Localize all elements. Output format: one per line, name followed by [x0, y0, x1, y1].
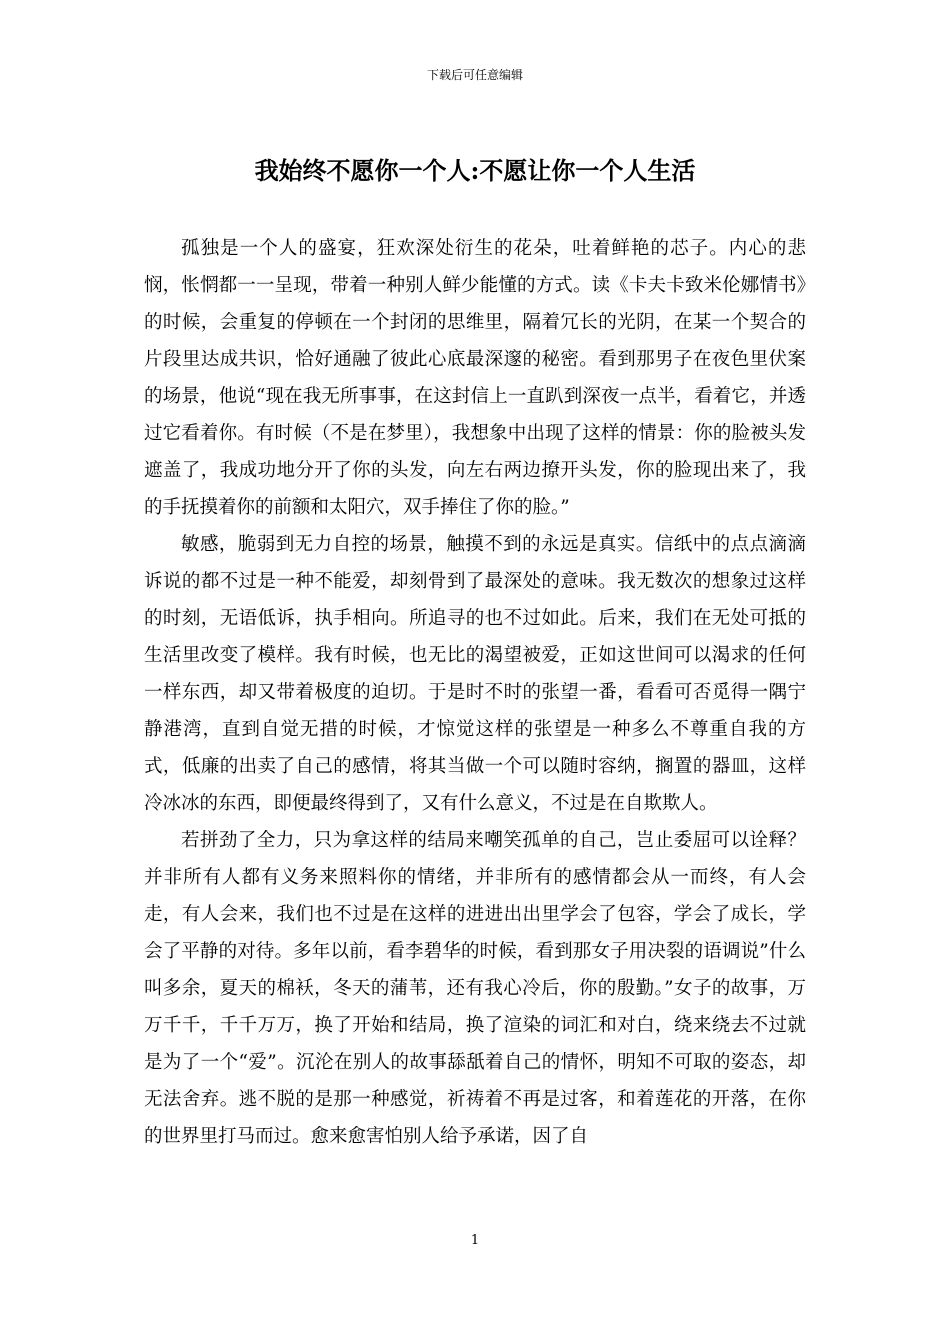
page-number: 1 [470, 1233, 480, 1248]
document-body [144, 230, 806, 1155]
paragraph-2: 敏感，脆弱到无力自控的场景，触摸不到的永远是真实。信纸中的点点滴滴诉说的都不过是一种不能爱，却刻骨到了最深处的意味。我无数次的想象过这样的时刻，无语低诉，执手相向。所追寻的也不过如此。后来，我们在无处可抵的生活里改变了模样。我有时候，也无比的渴望被爱，正如这世间可以渴求的任何一样东西，却又带着极度的迫切。于是时不时的张望一番，看看可否觅得一隅宁静港湾，直到自觉无措的时候，才惊觉这样的张望是一种多么不尊重自我的方式，低廉的出卖了自己的感情，将其当做一个可以随时容纳，搁置的器皿，这样冷冰冰的东西，即便最终得到了，又有什么意义，不过是在自欺欺人。 [144, 534, 806, 814]
paragraph-1: 孤独是一个人的盛宴，狂欢深处衍生的花朵，吐着鲜艳的芯子。内心的悲悯，怅惘都一一呈现，带着一种别人鲜少能懂的方式。读《卡夫卡致米伦娜情书》的时候，会重复的停顿在一个封闭的思维里，隔着冗长的光阴，在某一个契合的片段里达成共识，恰好通融了彼此心底最深邃的秘密。看到那男子在夜色里伏案的场景，他说“现在我无所事事，在这封信上一直趴到深夜一点半，看着它，并透过它看着你。有时候（不是在梦里），我想象中出现了这样的情景：你的脸被头发遮盖了，我成功地分开了你的头发，向左右两边撩开头发，你的脸现出来了，我的手抚摸着你的前额和太阳穴，双手捧住了你的脸。” [144, 238, 806, 518]
paragraph-3: 若拼劲了全力，只为拿这样的结局来嘲笑孤单的自己，岂止委屈可以诠释？并非所有人都有义务来照料你的情绪，并非所有的感情都会从一而终，有人会走，有人会来，我们也不过是在这样的进进出出里学会了包容，学会了成长，学会了平静的对待。多年以前，看李碧华的时候，看到那女子用决裂的语调说”什么叫多余，夏天的棉袄，冬天的蒲苇，还有我心冷后，你的殷勤。”女子的故事，万万千千，千千万万，换了开始和结局，换了渲染的词汇和对白，绕来绕去不过就是为了一个“爱”。沉沦在别人的故事舔舐着自己的情怀，明知不可取的姿态，却无法舍弃。逃不脱的是那一种感觉，祈祷着不再是过客，和着莲花的开落，在你的世界里打马而过。愈来愈害怕别人给予承诺，因了自 [144, 830, 806, 1147]
page-header: 下载后可任意编辑 [426, 68, 523, 82]
document-title: 我始终不愿你一个人:不愿让你一个人生活 [254, 156, 696, 185]
